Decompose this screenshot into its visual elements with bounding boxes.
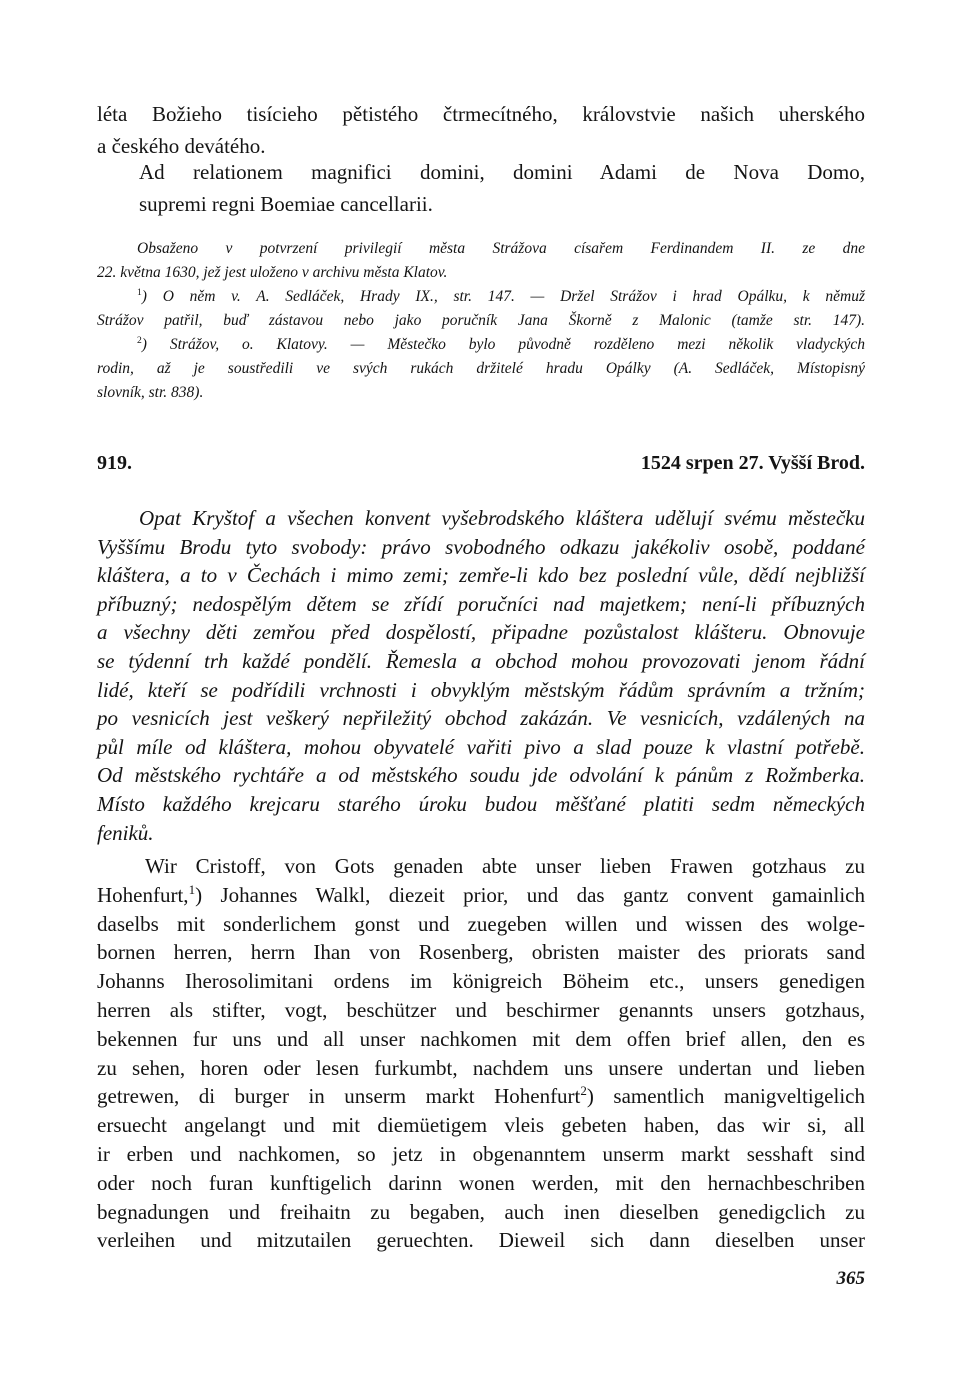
regest-line: a všechny děti zemřou před dospělostí, připadne pozůstalost klášteru. Obnovuje (97, 620, 865, 645)
footnote-2-line (97, 333, 865, 357)
document-date-place: 1524 srpen 27. Vyšší Brod. (640, 452, 865, 474)
footnote-mark: 2 (137, 334, 142, 346)
main-text-line: oder noch furan kunftigelich darinn wonen werden, mit den hernachbeschriben (97, 1170, 865, 1195)
main-text-line: bekennen fur uns und all unser nachkomen mit dem offen brief allen, den es (97, 1026, 865, 1051)
regest-line: kláštera, a to v Čechách i mimo zemi; zemře-li kdo bez poslední vůle, dědí nejbližší (97, 563, 865, 588)
text-fragment: ) Johannes Walkl, diezeit prior, und das gantz convent gamainlich (195, 882, 865, 907)
main-text-line: Wir Cristoff, von Gots genaden abte unser lieben Frawen gotzhaus zu (145, 854, 865, 878)
source-note-line: Obsaženo v potvrzení privilegií města Strážova císařem Ferdinandem II. ze dne (137, 240, 865, 257)
footnote-text: ) Strážov, o. Klatovy. — Městečko bylo původně rozděleno mezi několik vladyckých (141, 336, 865, 353)
main-text-line: begnadungen und freihaitn zu begaben, auch inen dieselben genedigclich zu (97, 1199, 865, 1224)
regest-line: Místo každého krejcaru starého úroku budou měšťané platiti sedm německých (97, 791, 865, 816)
text-line: Ad relationem magnifici domini, domini Adami de Nova Domo, (139, 160, 865, 184)
main-text (97, 852, 865, 1255)
document-number: 919. (97, 452, 132, 474)
text-fragment: Hohenfurt, (97, 882, 189, 907)
regest-line: feniků. (97, 820, 154, 845)
text-fragment: ) samentlich manigveltigelich (586, 1084, 865, 1109)
main-text-line (97, 1082, 865, 1111)
regest-line: příbuzný; nedospělým dětem se zřídí poručníci nad majetkem; není-li příbuzných (97, 591, 865, 616)
footnote-2-line: rodin, až je soustředili ve svých rukách držitelé hradu Opálky (A. Sedláček, Místopisný (97, 360, 865, 377)
footnote-mark: 1 (188, 881, 196, 897)
regest-line: Od městského rychtáře a od městského soudu jde odvolání k pánům z Rožmberka. (97, 763, 865, 788)
regest-line: po vesnicích jest veškerý nepřiležitý obchod zakázán. Ve vesnicích, vzdálených na (97, 706, 865, 731)
document-header (97, 452, 865, 482)
regest-summary (97, 504, 865, 847)
main-text-line: Johanns Iherosolimitani ordens im königreich Böheim etc., unsers genedigen (97, 969, 865, 994)
address-paragraph (97, 156, 865, 220)
footnote-1-line (97, 285, 865, 309)
footnote-mark: 1 (137, 286, 142, 298)
main-text-line: zu sehen, horen oder lesen furkumbt, nachdem uns unsere undertan und lieben (97, 1055, 865, 1080)
regest-line: Opat Kryštof a všechen konvent vyšebrodského kláštera udělují svému městečku (139, 506, 865, 530)
text-line: léta Božieho tisícieho pětistého čtrmecítného, královstvie našich uherského (97, 102, 865, 126)
page-number: 365 (836, 1268, 865, 1289)
source-note-line: 22. května 1630, jež jest uloženo v archivu města Klatov. (97, 264, 448, 281)
main-text-line: daselbs mit sonderlichem gonst und zuegeben willen und wissen des wolge- (97, 911, 865, 936)
main-text-line: verleihen und mitzutailen geruechten. Dieweil sich dann dieselben unser (97, 1228, 865, 1253)
regest-line: se týdenní trh každé pondělí. Řemesla a obchod mohou provozovati jenom řádní (97, 648, 865, 673)
footnote-text: ) O něm v. A. Sedláček, Hrady IX., str. 147. — Držel Strážov i hrad Opálku, k němuž (141, 288, 865, 305)
main-text-line: herren als stifter, vogt, beschützer und beschirmer genannts unsers gotzhaus, (97, 997, 865, 1022)
regest-line: půl míle od kláštera, mohou obyvatelé vařiti pivo a slad pouze k vlastní potřebě. (97, 734, 865, 759)
footnote-mark: 2 (580, 1083, 587, 1099)
text-line: a českého devátého. (97, 134, 266, 158)
opening-paragraph (97, 98, 865, 162)
regest-line: lidé, kteří se podřídili vrchnosti i obvyklým městským řádům správním a tržním; (97, 677, 865, 702)
text-line: supremi regni Boemiae cancellarii. (139, 192, 433, 216)
main-text-line: ersuecht angelangt und mit diemüetigem vleis gebeten haben, das wir si, all (97, 1113, 865, 1138)
text-fragment: getrewen, di burger in unserm markt Hohenfurt (97, 1084, 581, 1109)
footnote-2-line: slovník, str. 838). (97, 384, 204, 401)
main-text-line: bornen herren, herrn Ihan von Rosenberg, obristen maister des priorats sand (97, 940, 865, 965)
source-notes (97, 237, 865, 405)
regest-line: Vyššímu Brodu tyto svobody: právo svobodného odkazu jakékoliv osobě, poddané (97, 534, 865, 559)
main-text-line: ir erben und nachkomen, so jetz in obgenanntem unserm markt sesshaft sind (97, 1141, 865, 1166)
main-text-line (97, 881, 865, 910)
footnote-1-line: Strážov patřil, buď zástavou nebo jako poručník Jana Škorně z Malonic (tamže str. 147). (97, 312, 865, 329)
